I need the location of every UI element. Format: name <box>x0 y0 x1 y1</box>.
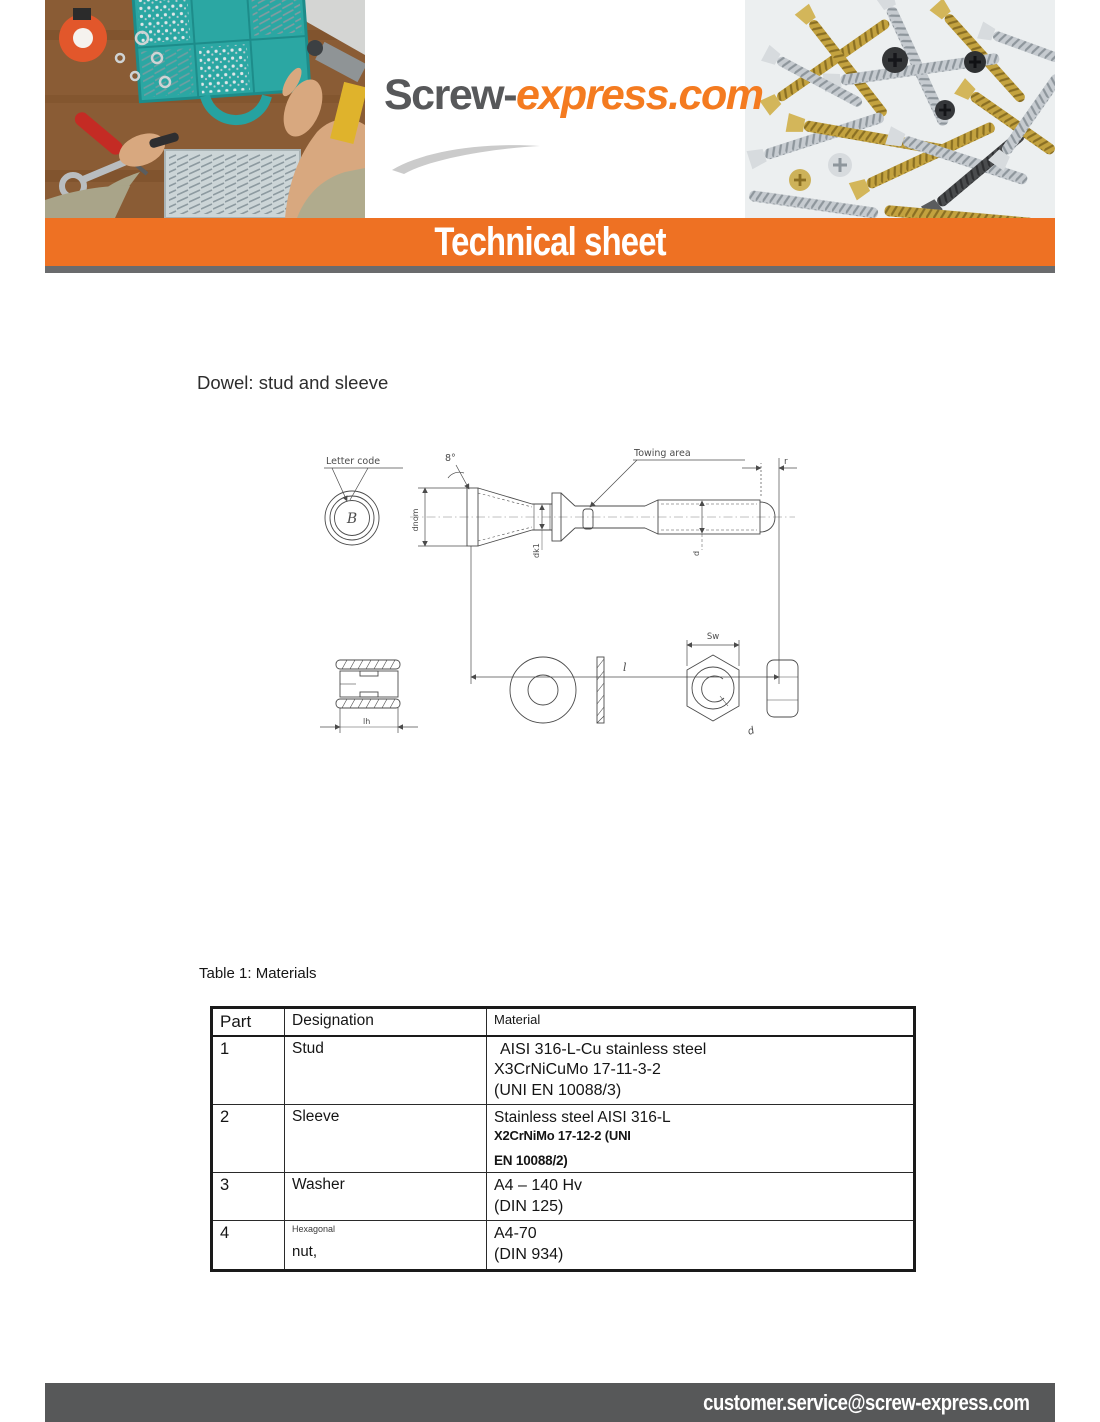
letter-b: B <box>346 511 358 527</box>
nut-view <box>687 655 798 721</box>
angle-callout <box>448 465 469 489</box>
part-number: 2 <box>212 1105 285 1173</box>
sleeve-view <box>336 660 400 708</box>
technical-sheet-banner <box>45 218 1055 266</box>
designation-cell: Sleeve <box>285 1105 487 1173</box>
letter-code-label: Letter code <box>326 456 381 467</box>
length-label: l <box>623 661 627 674</box>
screws-photo-art <box>745 0 1055 218</box>
table-caption: Table 1: Materials <box>199 965 317 982</box>
material-cell: Stainless steel AISI 316-L X2CrNiMo 17-12-2 (UNI EN 10088/2) <box>487 1105 915 1173</box>
material-cell: A4-70 (DIN 934) <box>487 1221 915 1271</box>
workbench-photo-art <box>45 0 365 218</box>
designation-cell: Stud <box>285 1036 487 1105</box>
table-header-row <box>212 1008 915 1037</box>
banner-underline-strip <box>45 266 1055 273</box>
table-row <box>212 1105 915 1173</box>
footer-email: customer.service@screw-express.com <box>702 1389 1029 1415</box>
stud-shaft2 <box>575 506 645 529</box>
lh-label: lh <box>363 717 371 726</box>
angle-label: 8° <box>445 453 456 464</box>
letter-code-view <box>324 468 403 545</box>
table-row <box>212 1173 915 1221</box>
stud-shaft1 <box>532 504 552 550</box>
logo-text-screw: Screw- <box>384 71 517 119</box>
washer-view <box>510 657 604 723</box>
towing-area-label: Towing area <box>634 448 691 459</box>
sw-dimension <box>687 640 739 666</box>
site-logo <box>384 71 763 119</box>
part-number: 1 <box>212 1036 285 1105</box>
table-row <box>212 1036 915 1105</box>
logo-swoosh <box>388 142 548 176</box>
r-label: r <box>784 457 788 467</box>
column-header-material: Material <box>487 1008 915 1037</box>
part-number: 4 <box>212 1221 285 1271</box>
designation-cell: Hexagonal nut, <box>285 1221 487 1271</box>
r-dimension <box>742 458 797 684</box>
designation-cell: Washer <box>285 1173 487 1221</box>
d-nut-label: d <box>746 725 757 738</box>
dowel-technical-drawing <box>290 438 810 753</box>
part-number: 3 <box>212 1173 285 1221</box>
table-row <box>212 1221 915 1271</box>
d-thread-label: d <box>692 550 701 556</box>
section-title: Dowel: stud and sleeve <box>197 372 389 393</box>
workbench-photo <box>45 0 365 218</box>
footer-bar <box>45 1383 1055 1422</box>
column-header-part: Part <box>212 1008 285 1037</box>
banner-title: Technical sheet <box>434 220 666 264</box>
material-cell: AISI 316-L-Cu stainless steel X3CrNiCuMo 17-11-3-2 (UNI EN 10088/3) <box>487 1036 915 1105</box>
screws-photo <box>745 0 1055 218</box>
dk1-label: dk1 <box>532 543 541 558</box>
column-header-designation: Designation <box>285 1008 487 1037</box>
sw-label: Sw <box>706 632 720 642</box>
logo-text-express: express.com <box>516 71 763 119</box>
material-cell: A4 – 140 Hv (DIN 125) <box>487 1173 915 1221</box>
dnom-label: dnom <box>411 508 420 532</box>
materials-table <box>210 1006 916 1272</box>
